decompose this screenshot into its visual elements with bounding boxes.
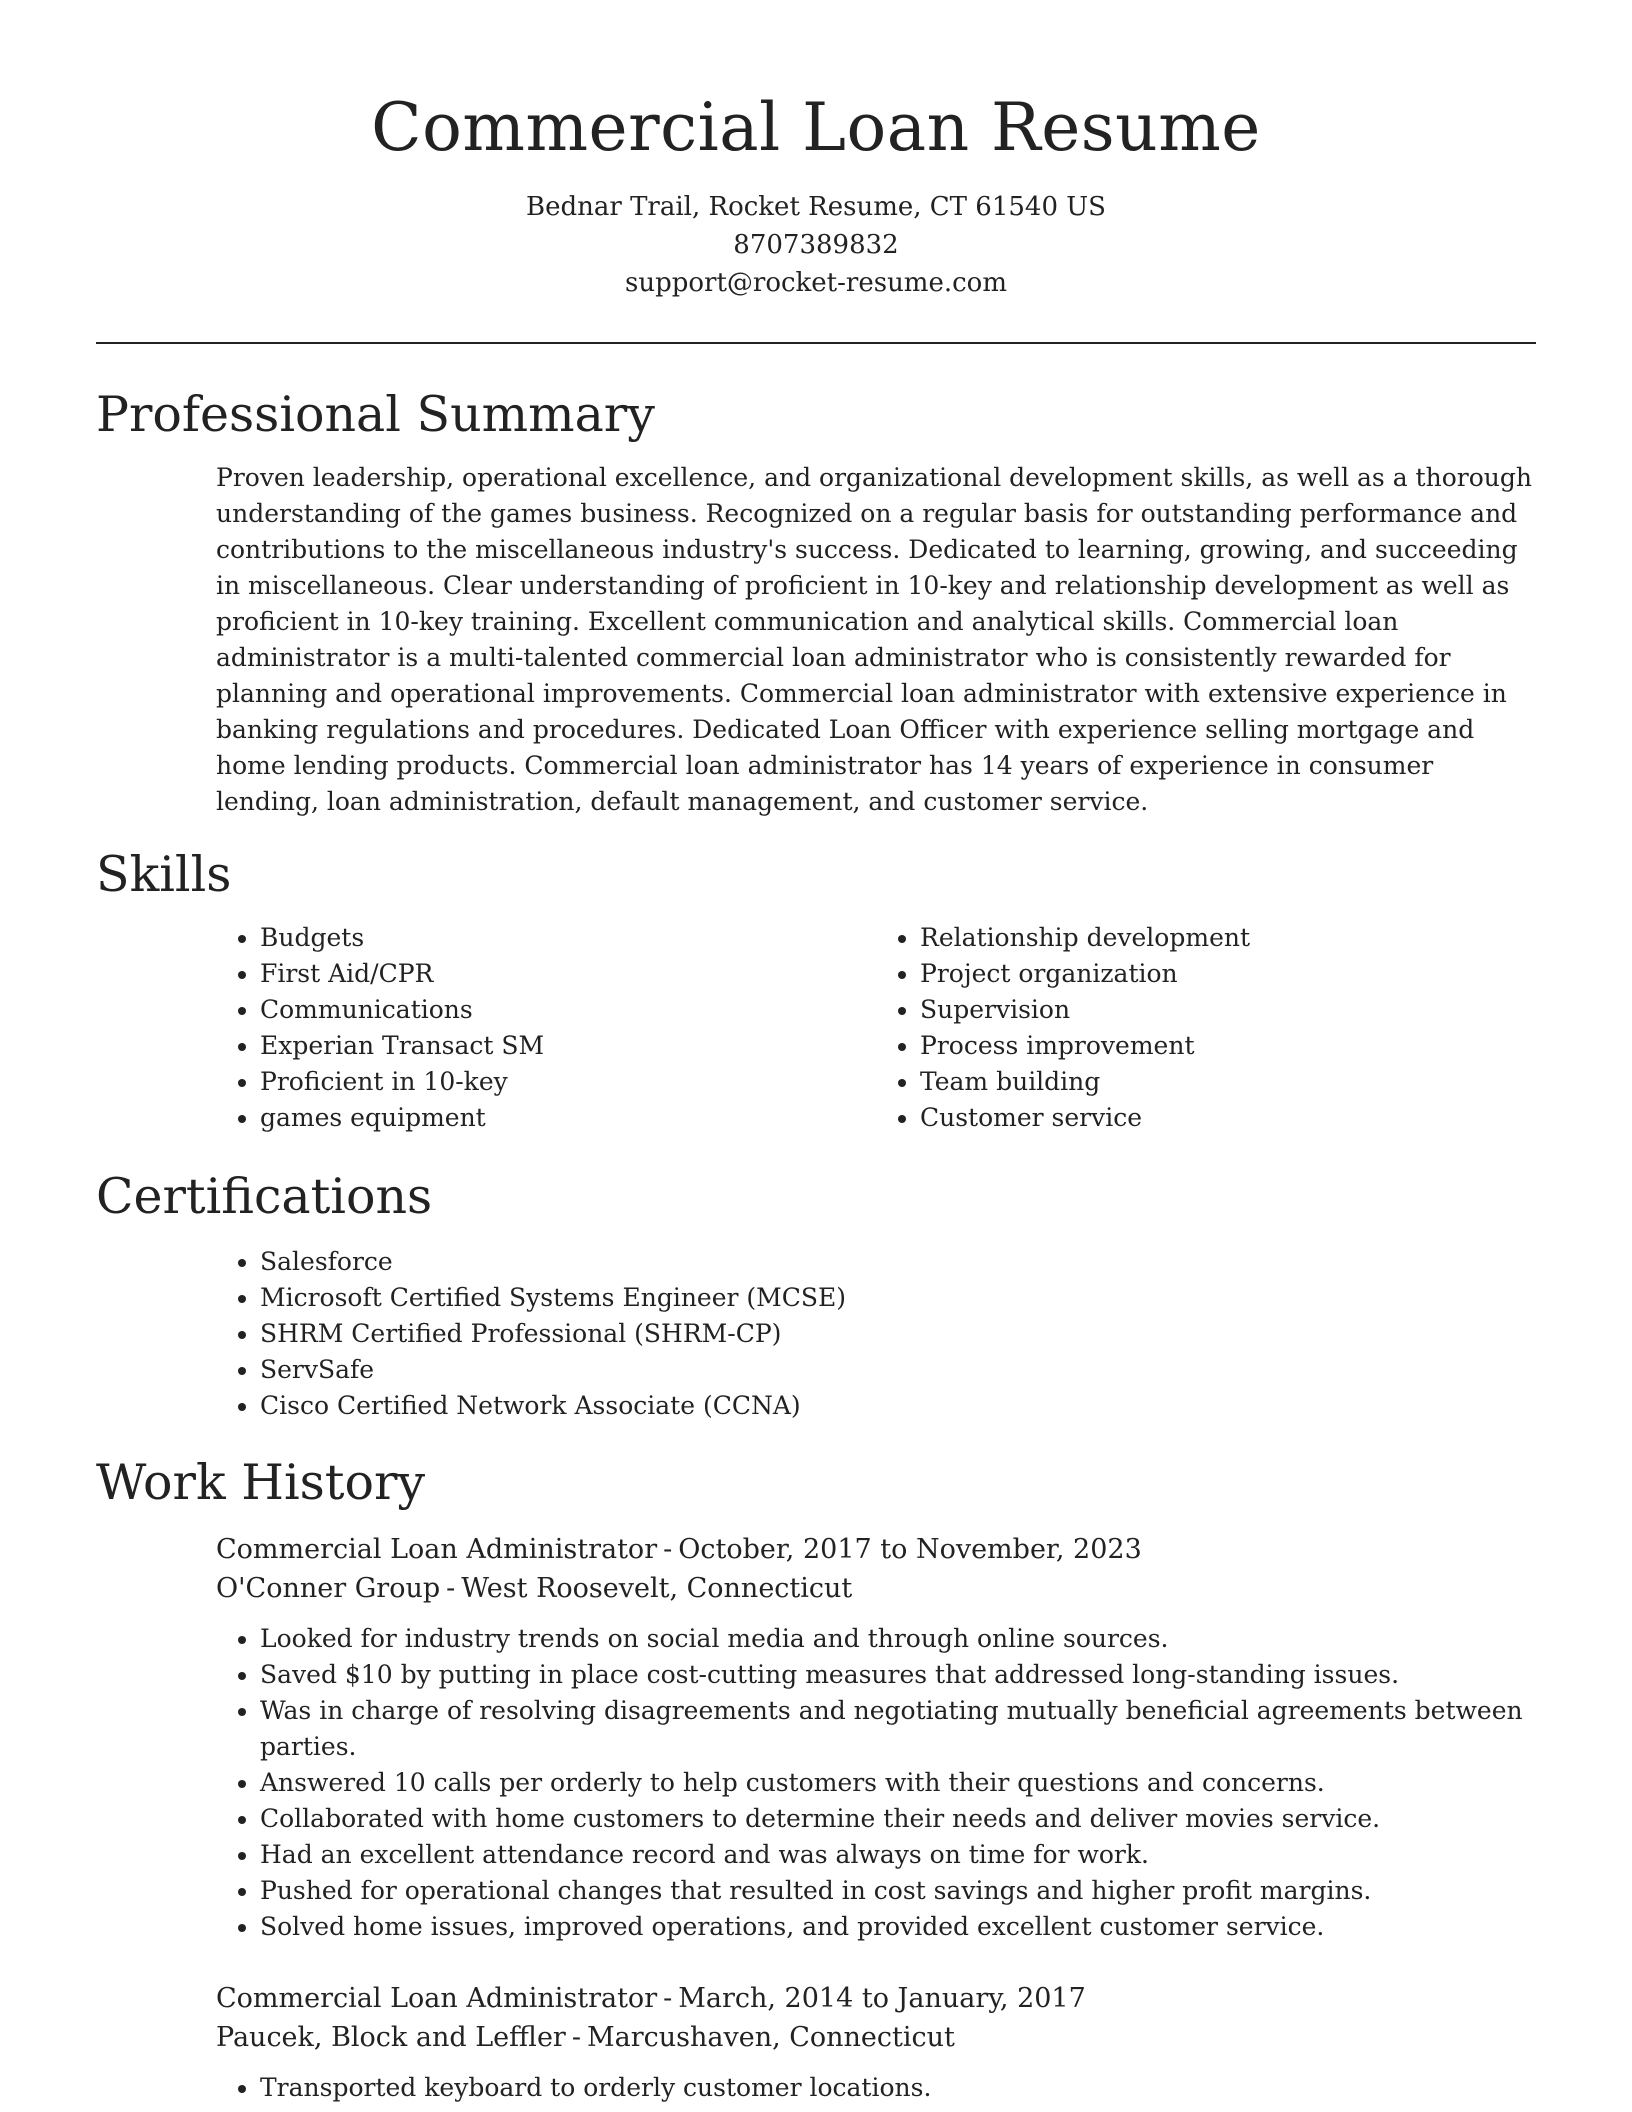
job-title: Commercial Loan Administrator [216,1534,658,1565]
job-company: O'Conner Group [216,1573,441,1604]
skill-item: • First Aid/CPR [260,956,876,992]
skill-item: • Budgets [260,920,876,956]
job-entry [216,1979,1536,2106]
certification-item: • SHRM Certified Professional (SHRM-CP) [260,1316,1536,1352]
resume-title: Commercial Loan Resume [371,89,1261,166]
contact-info [96,188,1536,302]
contact-address: Bednar Trail, Rocket Resume, CT 61540 US [526,192,1106,222]
skills-heading: Skills [96,846,232,903]
skill-item: • Experian Transact SM [260,1028,876,1064]
contact-phone: 8707389832 [733,230,899,260]
skills-list-right [876,920,1536,1136]
skill-item: • Relationship development [920,920,1536,956]
job-dates: March, 2014 to January, 2017 [678,1983,1086,2014]
job-bullet-list [216,1621,1536,1945]
job-bullet-list [216,2070,1536,2106]
job-entry [216,1530,1536,1945]
job-title-line [216,1979,1536,2018]
job-bullet: • Pushed for operational changes that resulted in cost savings and higher profit margins. [260,1873,1536,1909]
job-bullet: • Solved home issues, improved operations, and provided excellent customer service. [260,1909,1536,1945]
job-title-line [216,1530,1536,1569]
skill-item: • Supervision [920,992,1536,1028]
summary-heading: Professional Summary [96,386,655,443]
certification-item: • Salesforce [260,1244,1536,1280]
skills-columns [216,920,1536,1136]
certifications-heading: Certifications [96,1168,433,1225]
job-separator: - [571,2022,581,2053]
skill-item: • Proficient in 10-key [260,1064,876,1100]
skill-item: • games equipment [260,1100,876,1136]
job-dates: October, 2017 to November, 2023 [678,1534,1142,1565]
job-company: Paucek, Block and Leffler [216,2022,566,2053]
contact-email: support@rocket-resume.com [624,268,1007,298]
header-divider [96,342,1536,344]
job-separator: - [446,1573,456,1604]
job-company-line [216,2018,1536,2057]
skill-item: • Project organization [920,956,1536,992]
skill-item: • Process improvement [920,1028,1536,1064]
job-bullet: • Transported keyboard to orderly customer locations. [260,2070,1536,2106]
job-bullet: • Saved $10 by putting in place cost-cutting measures that addressed long-standing issues. [260,1657,1536,1693]
certification-item: • Microsoft Certified Systems Engineer (MCSE) [260,1280,1536,1316]
job-separator: - [663,1983,673,2014]
job-location: Marcushaven, Connecticut [586,2022,955,2053]
skills-list-left [216,920,876,1136]
job-bullet: • Collaborated with home customers to determine their needs and deliver movies service. [260,1801,1536,1837]
job-bullet: • Was in charge of resolving disagreements and negotiating mutually beneficial agreements between parties. [260,1693,1536,1765]
job-bullet: • Answered 10 calls per orderly to help customers with their questions and concerns. [260,1765,1536,1801]
skill-item: • Customer service [920,1100,1536,1136]
work-history-heading: Work History [96,1454,426,1511]
summary-text: Proven leadership, operational excellence, and organizational development skills, as well as a thorough understanding of the games business. Recognized on a regular basis for outstanding performance and contributions to the miscellaneous industry's success. Dedicated to learning, growing, and succeeding in miscellaneous. Clear understanding of proficient in 10-key and relationship development as well as proficient in 10-key training. Excellent communication and analytical skills. Commercial loan administrator is a multi-talented commercial loan administrator who is consistently rewarded for planning and operational improvements. Commercial loan administrator with extensive experience in banking regulations and procedures. Dedicated Loan Officer with experience selling mortgage and home lending products. Commercial loan administrator has 14 years of experience in consumer lending, loan administration, default management, and customer service. [216,463,1532,816]
resume-header [96,82,1536,302]
job-separator: - [663,1534,673,1565]
job-title: Commercial Loan Administrator [216,1983,658,2014]
certification-item: • Cisco Certified Network Associate (CCNA) [260,1388,1536,1424]
skill-item: • Team building [920,1064,1536,1100]
certifications-list [216,1244,1536,1424]
skill-item: • Communications [260,992,876,1028]
job-bullet: • Had an excellent attendance record and was always on time for work. [260,1837,1536,1873]
job-location: West Roosevelt, Connecticut [461,1573,853,1604]
certification-item: • ServSafe [260,1352,1536,1388]
job-bullet: • Looked for industry trends on social media and through online sources. [260,1621,1536,1657]
job-company-line [216,1569,1536,1608]
